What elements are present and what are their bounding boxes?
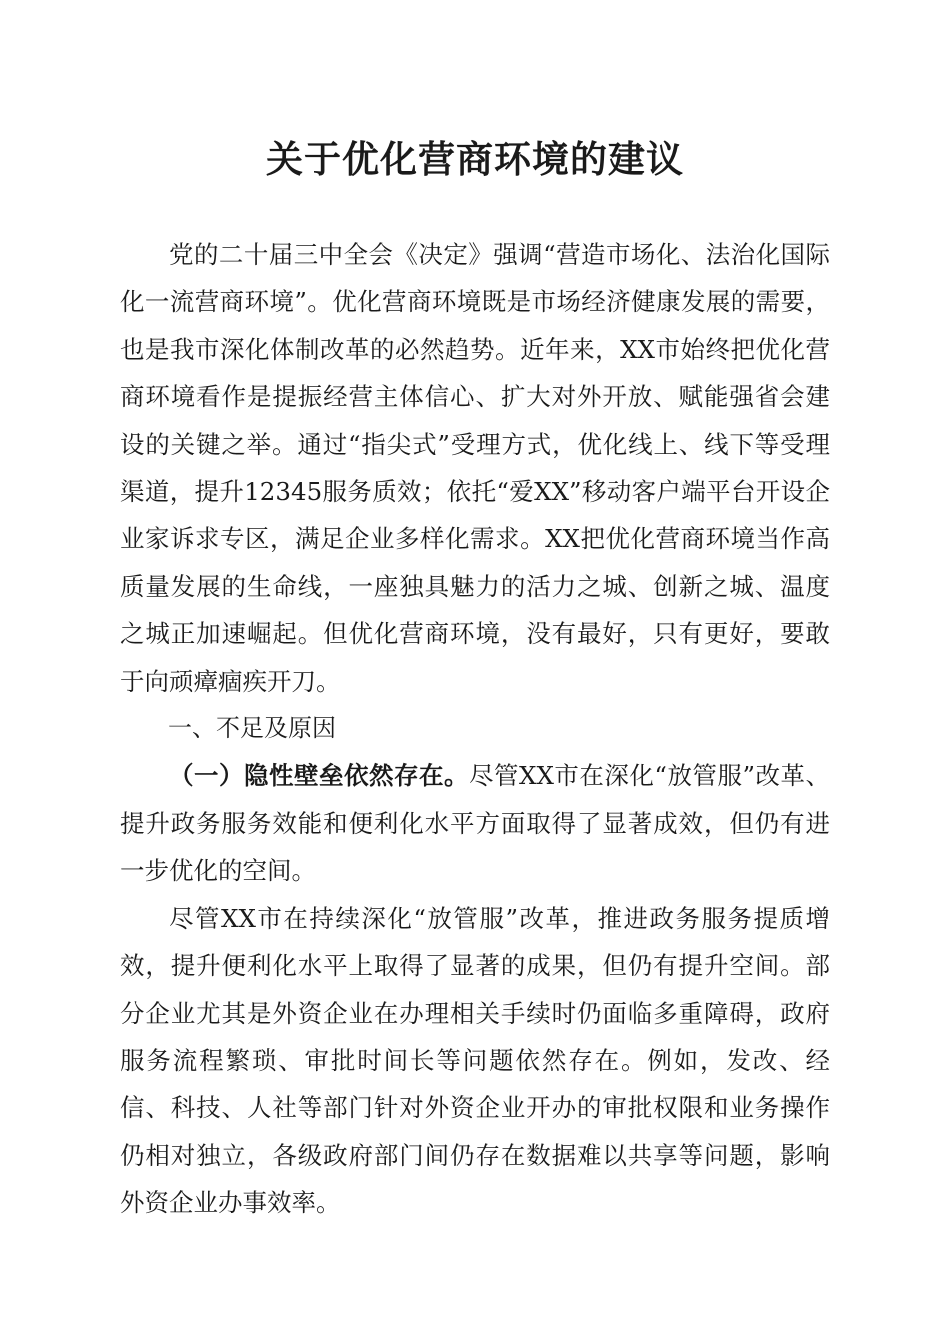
subsection-paragraph xyxy=(120,752,830,894)
subsection-text: 尽管XX市在深化“放管服”改革、提升政务服务效能和便利化水平方面取得了显著成效，但仍有进一步优化的空间。 xyxy=(120,761,830,886)
document-body xyxy=(120,231,830,1227)
document-title: 关于优化营商环境的建议 xyxy=(266,137,684,181)
section-heading: 一、不足及原因 xyxy=(168,714,336,743)
subsection-lead: （一）隐性壁垒依然存在。 xyxy=(169,761,470,791)
body-paragraph: 尽管XX市在持续深化“放管服”改革，推进政务服务提质增效，提升便利化水平上取得了显著的成果，但仍有提升空间。部分企业尤其是外资企业在办理相关手续时仍面临多重障碍，政府服务流程繁琐、审批时间长等问题依然存在。例如，发改、经信、科技、人社等部门针对外资企业开办的审批权限和业务操作仍相对独立，各级政府部门间仍存在数据难以共享等问题，影响外资企业办事效率。 xyxy=(120,903,830,1218)
intro-paragraph: 党的二十届三中全会《决定》强调“营造市场化、法治化国际化一流营商环境”。优化营商环境既是市场经济健康发展的需要，也是我市深化体制改革的必然趋势。近年来，XX市始终把优化营商环境看作是提振经营主体信心、扩大对外开放、赋能强省会建设的关键之举。通过“指尖式”受理方式，优化线上、线下等受理渠道，提升12345服务质效；依托“爱XX”移动客户端平台开设企业家诉求专区，满足企业多样化需求。XX把优化营商环境当作高质量发展的生命线，一座独具魅力的活力之城、创新之城、温度之城正加速崛起。但优化营商环境，没有最好，只有更好，要敢于向顽瘴痼疾开刀。 xyxy=(120,240,830,696)
